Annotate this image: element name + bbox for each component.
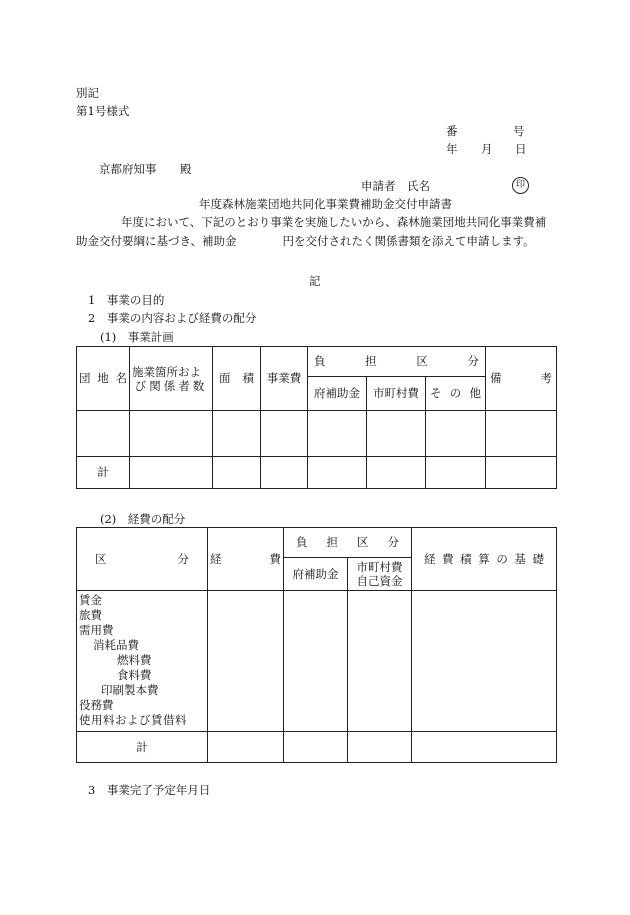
col-remarks: 備 考 — [486, 347, 557, 411]
item-services: 役務費 — [79, 698, 114, 712]
col-burden: 負 担 区 分 — [308, 347, 486, 377]
plan-table — [76, 346, 557, 489]
request-paragraph: 年度において、下記のとおり事業を実施したいから、森林施業団地共同化事業費補助金交付要綱に基づき、補助金 円を交付されたく関係書類を添えて申請します。 — [76, 215, 547, 248]
item-travel: 旅費 — [79, 608, 102, 622]
form-number: 第1号様式 — [76, 104, 130, 118]
date-month: 月 — [481, 142, 493, 156]
addressee: 京都府知事 — [99, 162, 157, 176]
total-label: 計 — [77, 732, 208, 763]
table-row — [77, 411, 557, 457]
date-day: 日 — [515, 142, 527, 156]
item-fuel: 燃料費 — [117, 653, 152, 667]
item-food: 食料費 — [117, 668, 152, 682]
cost-table — [76, 527, 557, 763]
col-kubun: 区 分 — [77, 528, 208, 591]
total-row — [77, 732, 557, 763]
col-basis: 経 費 積 算 の 基 礎 — [412, 528, 557, 591]
col-site: 施業箇所およ び関係者数 — [130, 347, 213, 411]
item-wages: 賃金 — [79, 593, 102, 607]
total-row — [77, 457, 557, 489]
annex-label: 別記 — [76, 86, 99, 100]
section-1-heading: 1 事業の目的 — [88, 293, 165, 307]
col-burden: 負 担 区 分 — [284, 528, 412, 558]
number-label-left: 番 — [446, 124, 458, 138]
item-demand: 需用費 — [79, 623, 114, 637]
col-area: 面 積 — [213, 347, 261, 411]
seal-icon: 印 — [512, 177, 529, 194]
applicant-label: 申請者 氏名 — [361, 179, 430, 193]
number-label-right: 号 — [513, 124, 525, 138]
item-list — [77, 591, 208, 732]
date-year: 年 — [446, 142, 458, 156]
section-2-2-heading: (2) 経費の配分 — [100, 512, 186, 526]
section-2-heading: 2 事業の内容および経費の配分 — [88, 311, 257, 325]
sub-pref-subsidy: 府補助金 — [284, 558, 348, 591]
section-3-heading: 3 事業完了予定年月日 — [88, 783, 211, 797]
ki-label: 記 — [309, 274, 321, 288]
honorific: 殿 — [180, 162, 192, 176]
col-keihi: 経 費 — [208, 528, 284, 591]
section-2-1-heading: (1) 事業計画 — [100, 330, 174, 344]
item-rental: 使用料および賃借料 — [79, 713, 187, 727]
sub-city-self: 市町村費 自己資金 — [348, 558, 412, 591]
item-printing: 印刷製本費 — [101, 683, 159, 697]
item-consumables: 消耗品費 — [93, 638, 139, 652]
col-danchi: 団 地 名 — [77, 347, 130, 411]
total-label: 計 — [77, 457, 130, 489]
col-cost: 事業費 — [261, 347, 308, 411]
sub-other: そ の 他 — [426, 377, 486, 411]
document-title: 年度森林施業団地共同化事業費補助金交付申請書 — [199, 197, 452, 211]
sub-city-cost: 市町村費 — [367, 377, 426, 411]
sub-pref-subsidy: 府補助金 — [308, 377, 367, 411]
